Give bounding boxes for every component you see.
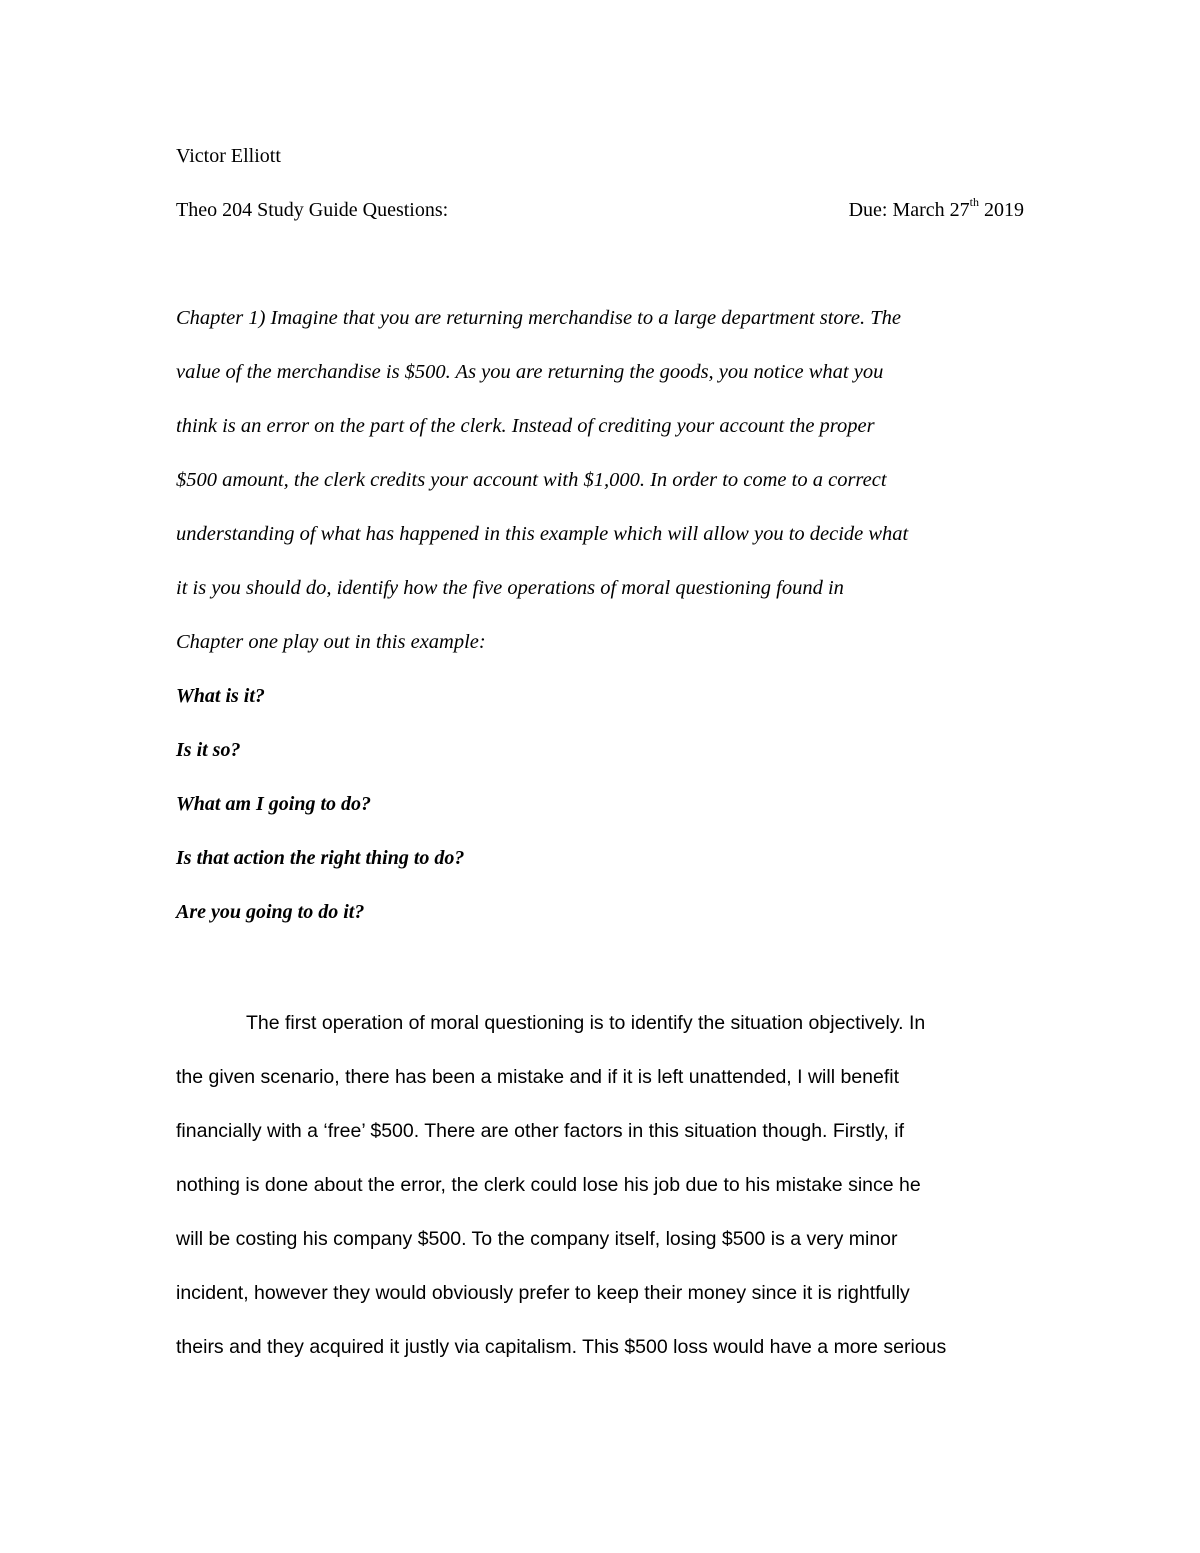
course-title: Theo 204 Study Guide Questions: bbox=[176, 199, 449, 221]
paragraph-line: The first operation of moral questioning is to identify the situation objectively. In bbox=[246, 1012, 926, 1034]
due-date bbox=[848, 195, 1024, 222]
prompt-line: think is an error on the part of the clerk. Instead of crediting your account the proper bbox=[176, 415, 875, 437]
due-date-ordinal: th bbox=[969, 195, 979, 210]
paragraph-line: nothing is done about the error, the clerk could lose his job due to his mistake since he bbox=[176, 1174, 921, 1196]
paragraph-line: incident, however they would obviously prefer to keep their money since it is rightfully bbox=[176, 1282, 910, 1304]
question-item: Is it so? bbox=[176, 739, 241, 761]
author-name: Victor Elliott bbox=[176, 145, 281, 167]
question-item: What is it? bbox=[176, 685, 265, 707]
prompt-line: value of the merchandise is $500. As you are returning the goods, you notice what you bbox=[176, 361, 884, 383]
due-date-prefix: Due: March 27 bbox=[848, 199, 970, 221]
answer-paragraph bbox=[176, 1011, 1026, 1389]
prompt-line: Chapter one play out in this example: bbox=[176, 631, 486, 653]
paragraph-line: the given scenario, there has been a mistake and if it is left unattended, I will benefit bbox=[176, 1066, 900, 1088]
due-date-year: 2019 bbox=[979, 199, 1024, 221]
prompt-line: understanding of what has happened in this example which will allow you to decide what bbox=[176, 523, 909, 545]
paragraph-line: theirs and they acquired it justly via capitalism. This $500 loss would have a more serious bbox=[176, 1336, 947, 1358]
question-item: Is that action the right thing to do? bbox=[176, 847, 465, 869]
question-list bbox=[176, 684, 1026, 954]
chapter-prompt bbox=[176, 306, 1026, 684]
question-item: What am I going to do? bbox=[176, 793, 372, 815]
question-item: Are you going to do it? bbox=[176, 901, 365, 923]
prompt-line: $500 amount, the clerk credits your account with $1,000. In order to come to a correct bbox=[176, 469, 887, 491]
paragraph-line: financially with a ‘free’ $500. There are other factors in this situation though. Firstly, if bbox=[176, 1120, 904, 1142]
prompt-line: it is you should do, identify how the five operations of moral questioning found in bbox=[176, 577, 844, 599]
paragraph-line: will be costing his company $500. To the company itself, losing $500 is a very minor bbox=[176, 1228, 898, 1250]
prompt-line: Chapter 1) Imagine that you are returning merchandise to a large department store. The bbox=[176, 307, 901, 329]
